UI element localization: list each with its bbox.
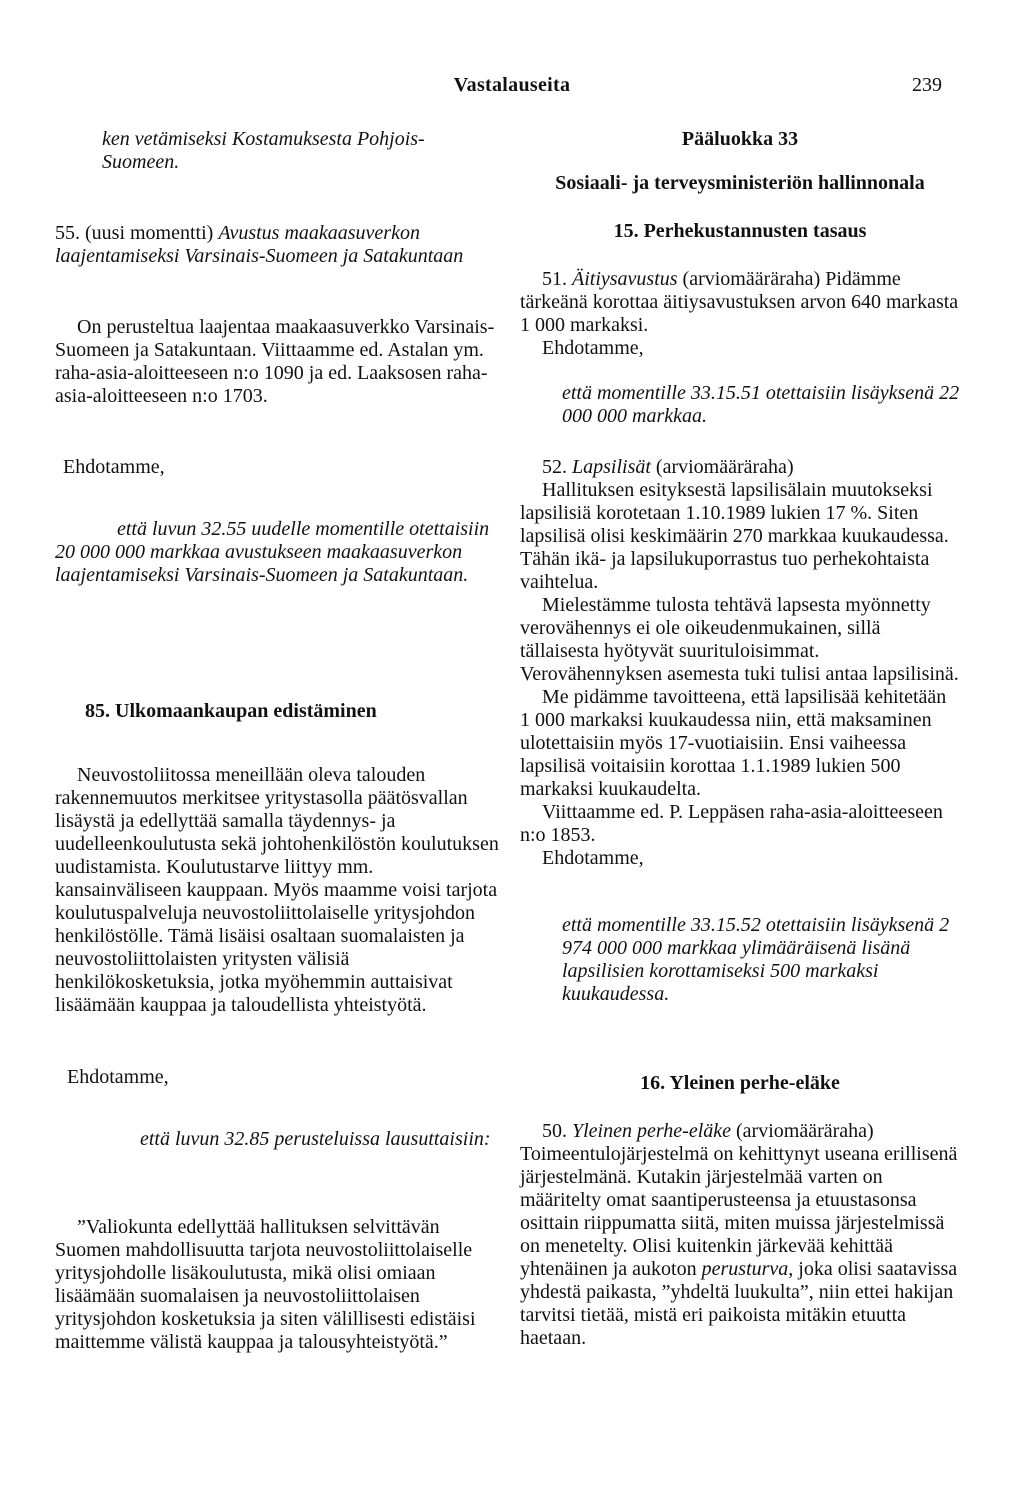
quote-85	[55, 1216, 499, 1354]
item-51	[520, 268, 960, 360]
item-50	[520, 1120, 960, 1350]
heading-15-text: 15. Perhekustannusten tasaus	[613, 220, 867, 242]
item-52-paragraph-1: Hallituksen esityksestä lapsilisälain muutokseksi lapsilisiä korotetaan 1.10.1989 lukien 17 %. Siten lapsilisä olisi keskimäärin 270 markkaa kuukaudessa. Tähän ikä- ja lapsilukuporrastus tuo perhekohtaista vaihtelua.	[520, 479, 949, 593]
ehdotamme-2-text: Ehdotamme,	[67, 1066, 169, 1088]
heading-15	[520, 220, 960, 243]
item-51-title: Äitiysavustus	[572, 268, 678, 290]
item-55-number: 55.	[55, 222, 80, 244]
proposal-1	[55, 518, 499, 587]
item-52-paragraph-3: Me pidämme tavoitteena, että lapsilisää kehitetään 1 000 markaksi kuukaudessa niin, että maksaminen ulotettaisiin myös 17-vuotiaisiin. Ensi vaiheessa lapsilisä voitaisiin korottaa 1.1.1989 lukien 500 markaksi kuukaudelta.	[520, 686, 947, 800]
item-52-type: (arviomääräraha)	[655, 456, 794, 478]
item-55-body	[55, 316, 499, 408]
item-51-body: Pidämme tärkeänä korottaa äitiysavustuksen arvon 640 markasta 1 000 markaksi.	[520, 268, 959, 336]
ehdotamme-1	[63, 456, 507, 479]
item-52-paragraph-4: Viittaamme ed. P. Leppäsen raha-asia-aloitteeseen n:o 1853.	[520, 801, 943, 846]
proposal-52-text: että momentille 33.15.52 otettaisiin lisäyksenä 2 974 000 000 markkaa ylimääräisenä lisänä lapsilisien korottamiseksi 500 markaksi kuukaudessa.	[562, 914, 950, 1005]
heading-85-number: 85.	[85, 700, 110, 722]
proposal-2	[140, 1128, 499, 1151]
ministry-heading	[520, 172, 960, 195]
ehdotamme-1-text: Ehdotamme,	[63, 456, 165, 478]
ehdotamme-r1: Ehdotamme,	[542, 337, 644, 359]
heading-16-text: 16. Yleinen perhe-eläke	[640, 1072, 840, 1094]
proposal-51-text: että momentille 33.15.51 otettaisiin lisäyksenä 22 000 000 markkaa.	[562, 382, 960, 427]
ministry-text: Sosiaali- ja terveysministeriön hallinnonala	[555, 172, 925, 194]
body-85-text: Neuvostoliitossa meneillään oleva talouden rakennemuutos merkitsee yritystasolla päätösvallan lisäystä ja edellyttää samalla täydennys- ja uudelleenkoulutusta sekä johtohenkilöstön koulutuksen uudistamista. Koulutustarve liittyy mm. kansainväliseen kauppaan. Myös maamme voisi tarjota koulutuspalveluja neuvostoliittolaiselle yritysjohdon henkilöstölle. Tämä lisäisi osaltaan suomalaisten ja neuvostoliittolaisten yritysten välisiä henkilökosketuksia, jotka myöhemmin auttaisivat lisäämään kauppaa ja taloudellista yhteistyötä.	[55, 764, 499, 1016]
ehdotamme-r2: Ehdotamme,	[542, 847, 644, 869]
heading-85-title: Ulkomaankaupan edistäminen	[115, 700, 377, 722]
page-number: 239	[912, 74, 942, 96]
item-51-type: (arviomääräraha)	[682, 268, 821, 290]
heading-16	[520, 1072, 960, 1095]
proposal-52	[562, 914, 960, 1006]
body-85	[55, 764, 499, 1017]
item-55-title: Avustus maakaasuverkon laajentamiseksi Varsinais-Suomeen ja Satakuntaan	[55, 222, 464, 267]
item-52-paragraph-2: Mielestämme tulosta tehtävä lapsesta myönnetty verovähennys ei ole oikeudenmukainen, sillä tällaisesta hyötyvät suurituloisimmat. Verovähennyksen asemesta tuki tulisi antaa lapsilisinä.	[520, 594, 959, 685]
main-class-text: Pääluokka 33	[681, 128, 799, 150]
ehdotamme-2	[67, 1066, 511, 1089]
item-52	[520, 456, 960, 870]
proposal-2-text: että luvun 32.85 perusteluissa lausuttaisiin:	[140, 1128, 491, 1150]
item-52-title: Lapsilisät	[572, 456, 651, 478]
item-50-type: (arviomääräraha)	[736, 1120, 874, 1142]
item-55-prefix: (uusi momentti)	[85, 222, 214, 244]
intro-italic: ken vetämiseksi Kostamuksesta Pohjois-Suomeen.	[102, 128, 425, 173]
heading-85	[85, 700, 529, 723]
item-52-number: 52.	[542, 456, 567, 478]
item-50-term: perusturva	[701, 1258, 789, 1280]
proposal-51	[562, 382, 960, 428]
main-class-heading	[520, 128, 960, 151]
item-50-body-b: , joka olisi saatavissa yhdestä paikasta, ”yhdeltä luukulta”, niin ettei hakijan tarvitsi tietää, mistä eri paikoista mitäkin etuutta haetaan.	[520, 1258, 958, 1349]
proposal-1-text: että luvun 32.55 uudelle momentille otettaisiin 20 000 000 markkaa avustukseen maakaasuverkon laajentamiseksi Varsinais-Suomeen ja Satakuntaan.	[55, 518, 490, 586]
item-51-number: 51.	[542, 268, 567, 290]
running-header-title: Vastalauseita	[453, 74, 571, 96]
intro-italic-text	[102, 128, 495, 174]
item-50-body-a: Toimeentulojärjestelmä on kehittynyt useana erillisenä järjestelmänä. Kutakin järjestelmää varten on määritelty omat saantiperusteensa ja etuustasonsa osittain riippumatta siitä, miten muissa järjestelmissä on menetelty. Olisi kuitenkin järkevää kehittää yhtenäinen ja aukoton	[520, 1143, 958, 1280]
item-55-body-text: On perusteltua laajentaa maakaasuverkko Varsinais-Suomeen ja Satakuntaan. Viittaamme ed. Astalan ym. raha-asia-aloitteeseen n:o 1090 ja ed. Laaksosen raha-asia-aloitteeseen n:o 1703.	[55, 316, 495, 407]
item-50-title: Yleinen perhe-eläke	[572, 1120, 732, 1142]
item-50-number: 50.	[542, 1120, 567, 1142]
item-55-heading	[55, 222, 499, 268]
quote-85-text: ”Valiokunta edellyttää hallituksen selvittävän Suomen mahdollisuutta tarjota neuvostoliittolaiselle yritysjohdolle lisäkoulutusta, mikä olisi omiaan lisäämään suomalaisen ja neuvostoliittolaisen yritysjohdon kosketuksia ja siten välillisesti edistäisi maittemme välistä kauppaa ja talousyhteistyötä.”	[55, 1216, 476, 1353]
